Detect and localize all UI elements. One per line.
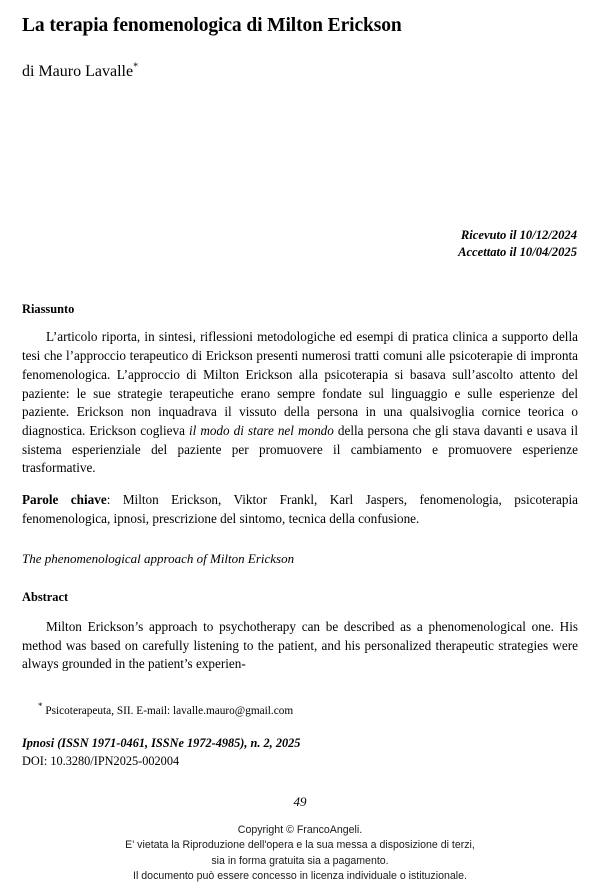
date-received: Ricevuto il 10/12/2024 (460, 228, 577, 243)
riassunto-paragraph (22, 316, 578, 477)
riassunto-emphasis: il modo di stare nel mondo (188, 422, 334, 438)
keywords-line (22, 478, 578, 528)
english-title: The phenomenological approach of Milton Erickson (22, 551, 295, 567)
journal-citation: Ipnosi (ISSN 1971-0461, ISSNe 1972-4985), n. 2, 2025 (22, 736, 301, 751)
page-title: La terapia fenomenologica di Milton Erickson (22, 15, 402, 36)
keywords-label: Parole chiave (22, 491, 107, 507)
doi-line: DOI: 10.3280/IPN2025-002004 (22, 754, 180, 769)
copyright-line-4: Il documento può essere concesso in licenza individuale o istituzionale. (133, 870, 467, 883)
author-name: di Mauro Lavalle (22, 63, 134, 81)
page-content (22, 0, 578, 810)
author-footnote-marker: * (133, 62, 139, 74)
riassunto-text-part1: L’articolo riporta, in sintesi, riflessioni metodologiche ed esempi di pratica clinica a supporto della tesi che l’approccio terapeutico di Erickson presenti numerosi tratti comuni alle psicoterapie di impronta fenomenologica. L’approccio di Milton Erickson alla psicoterapia si basava sull’ascolto attento del paziente: le sue strategie terapeutiche erano sempre fondate sul linguaggio e sulle esperienze del paziente. Erickson non inquadrava il vissuto della persona in una qualsivoglia cornice teorica o diagnostica. Erickson coglieva (22, 329, 578, 438)
footnote-text: Psicoterapeuta, SII. E-mail: lavalle.mauro@gmail.com (45, 704, 294, 717)
copyright-line-1: Copyright © FrancoAngeli. (237, 824, 363, 836)
riassunto-heading: Riassunto (22, 301, 75, 316)
keywords-separator: : (106, 491, 123, 507)
page-number: 49 (293, 794, 307, 810)
abstract-paragraph: Milton Erickson’s approach to psychotherapy can be described as a phenomenological one. His method was based on carefully listening to the patient, and his personalized therapeutic strategies were always grounded in the patient’s experien- (22, 618, 578, 672)
abstract-heading: Abstract (22, 590, 69, 605)
submission-dates (22, 82, 578, 259)
keywords-text: Milton Erickson, Viktor Frankl, Karl Jaspers, fenomenologia, psicoterapia fenomenologica, ipnosi, prescrizione del sintomo, tecnica della confusione. (22, 491, 578, 526)
author-byline (22, 37, 578, 82)
copyright-line-2: E' vietata la Riproduzione dell'opera e la sua messa a disposizione di terzi, (125, 839, 475, 852)
date-accepted: Accettato il 10/04/2025 (458, 244, 577, 259)
author-footnote (22, 674, 578, 719)
copyright-line-3: sia in forma gratuita sia a pagamento. (211, 854, 389, 867)
riassunto-text-part2: della persona che gli stava davanti e usava il sistema esperienziale del paziente per promuovere il cambiamento e promuovere esperienze trasformative. (22, 422, 579, 476)
copyright-notice (0, 823, 600, 884)
footnote-marker: * (38, 701, 43, 712)
